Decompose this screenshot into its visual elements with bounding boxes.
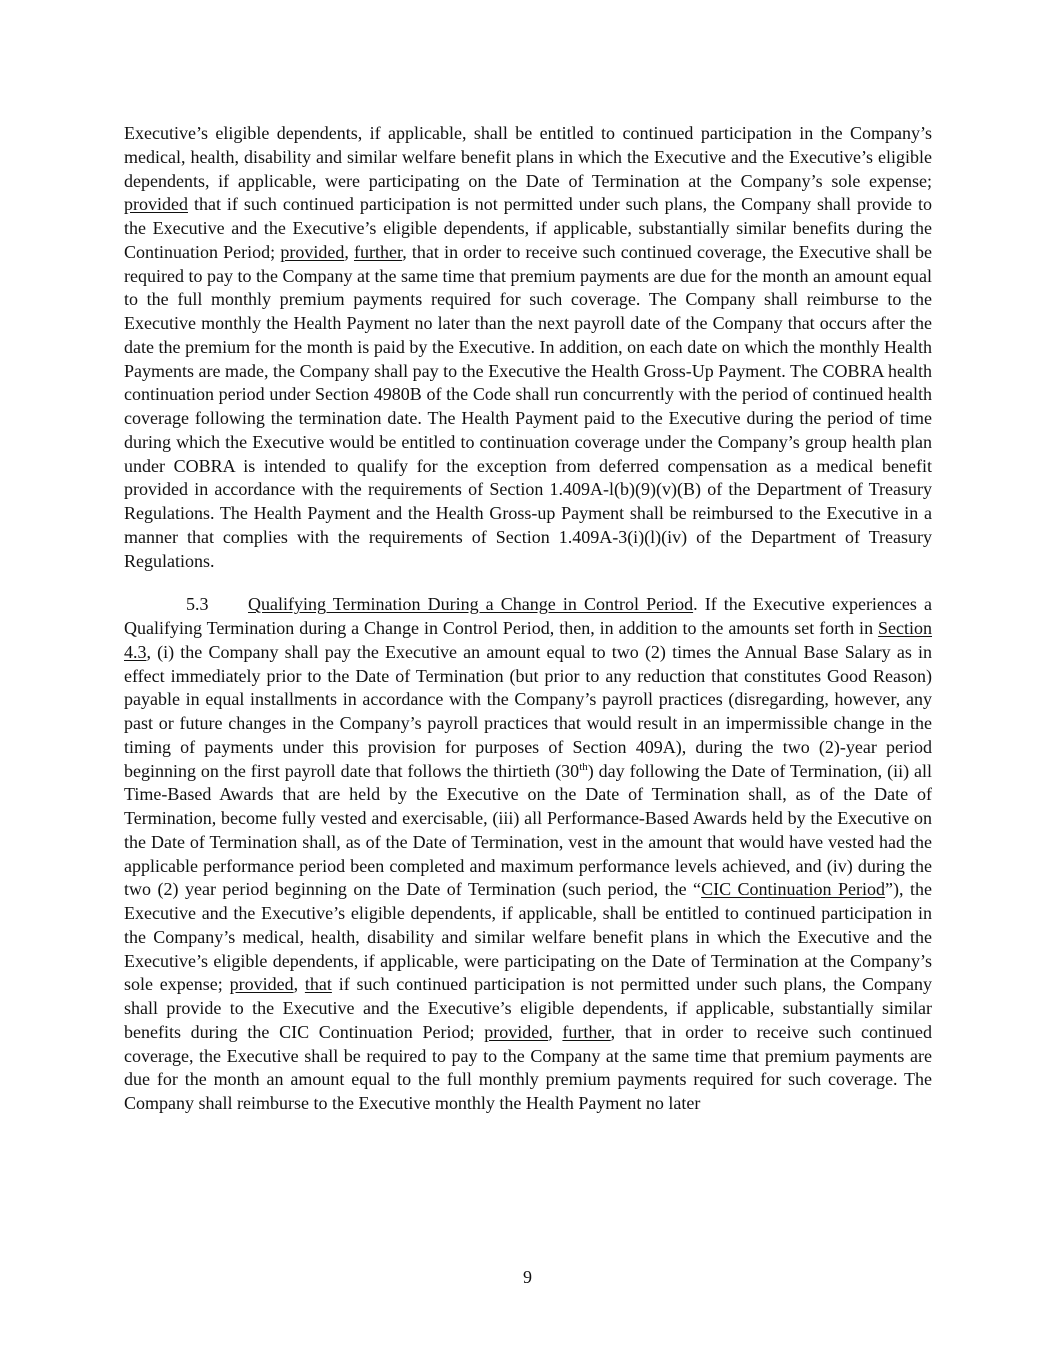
paragraph-continuation [124, 122, 932, 573]
text-run: , (i) the Company shall pay the Executive an amount equal to two (2) times the Annual Base Salary as in effect immediately prior to the Date of Termination (but prior to any reduction that constitutes Good Reason) payable in equal installments in accordance with the Company’s payroll practices (disregarding, however, any past or future changes in the Company’s payroll practices that would result in an impermissible change in the timing of payments under this provision for purposes of Section 409A), during the two (2)-year period beginning on the first payroll date that follows the thirtieth (30 [124, 641, 932, 781]
underlined-that: that [304, 974, 332, 995]
section-heading: Qualifying Termination During a Change in Control Period [248, 594, 694, 615]
text-run: Executive’s eligible dependents, if applicable, shall be entitled to continued participation in the Company’s medical, health, disability and similar welfare benefit plans in which the Executive and the Executive’s eligible dependents, if applicable, were participating on the Date of Termination at the Company’s sole expense; [124, 123, 932, 191]
text-run: that if such continued participation is not permitted under such plans, the Company shall provide to the Executive and the Executive’s eligible dependents, if applicable, substantially similar benefits during the Continuation Period; [124, 194, 932, 262]
underlined-provided: provided [124, 194, 188, 215]
underlined-further: further [353, 241, 403, 262]
defined-term-cic-continuation-period: CIC Continuation Period [701, 879, 886, 900]
underlined-further: further [562, 1021, 611, 1042]
page-number: 9 [523, 1267, 532, 1287]
text-run: ”), the Executive and the Executive’s eligible dependents, if applicable, shall be entitled to continued participation in the Company’s medical, health, disability and similar welfare benefit plans in which the Executive and the Executive’s eligible dependents, if applicable, were participating on the Date of Termination at the Company’s sole expense; [124, 879, 933, 995]
ordinal-superscript: th [579, 760, 588, 773]
underlined-provided: provided [229, 974, 294, 995]
text-run: if such continued participation is not permitted under such plans, the Company shall provide to the Executive and the Executive’s eligible dependents, if applicable, substantially similar benefits during the CIC Continuation Period; [124, 974, 932, 1042]
text-run: . If the Executive experiences a Qualifying Termination during a Change in Control Period, then, in addition to the amounts set forth in [124, 594, 932, 638]
text-run: , [548, 1021, 563, 1042]
section-reference: Section 4.3 [124, 618, 932, 662]
section-5-3-paragraph [124, 593, 932, 1116]
underlined-provided: provided [280, 241, 345, 262]
text-run: , that in order to receive such continued coverage, the Executive shall be required to pay to the Company at the same time that premium payments are due for the month an amount equal to the full monthly premium payments required for such coverage. The Company shall reimburse to the Executive monthly the Health Payment no later than the next payroll date of the Company that occurs after the date the premium for the month is paid by the Executive. In addition, on each date on which the monthly Health Payments are made, the Company shall pay to the Executive the Health Gross-Up Payment. The COBRA health continuation period under Section 4980B of the Code shall run concurrently with the period of continued health coverage following the termination date. The Health Payment paid to the Executive during the period of time during which the Executive would be entitled to continuation coverage under the Company’s group health plan under COBRA is intended to qualify for the exception from deferred compensation as a medical benefit provided in accordance with the requirements of Section 1.409A-l(b)(9)(v)(B) of the Department of Treasury Regulations. The Health Payment and the Health Gross-up Payment shall be reimbursed to the Executive in a manner that complies with the requirements of Section 1.409A-3(i)(l)(iv) of the Department of Treasury Regulations. [124, 241, 933, 571]
text-run: , [344, 241, 354, 262]
underlined-provided: provided [484, 1021, 549, 1042]
text-run: , [293, 974, 305, 995]
document-page [124, 122, 932, 1116]
section-number: 5.3 [186, 594, 209, 615]
text-run: ) day following the Date of Termination, (ii) all Time-Based Awards that are held by the Executive on the Date of Termination shall, as of the Date of Termination, become fully vested and exercisable, (iii) all Performance-Based Awards held by the Executive on the Date of Termination shall, as of the Date of Termination, vest in the amount that would have vested had the applicable performance period been completed and maximum performance levels achieved, and (iv) during the two (2) year period beginning on the Date of Termination (such period, the “ [124, 760, 932, 900]
text-run: , that in order to receive such continued coverage, the Executive shall be required to pay to the Company at the same time that premium payments are due for the month an amount equal to the full monthly premium payments required for such coverage. The Company shall reimburse to the Executive monthly the Health Payment no later [124, 1021, 933, 1113]
